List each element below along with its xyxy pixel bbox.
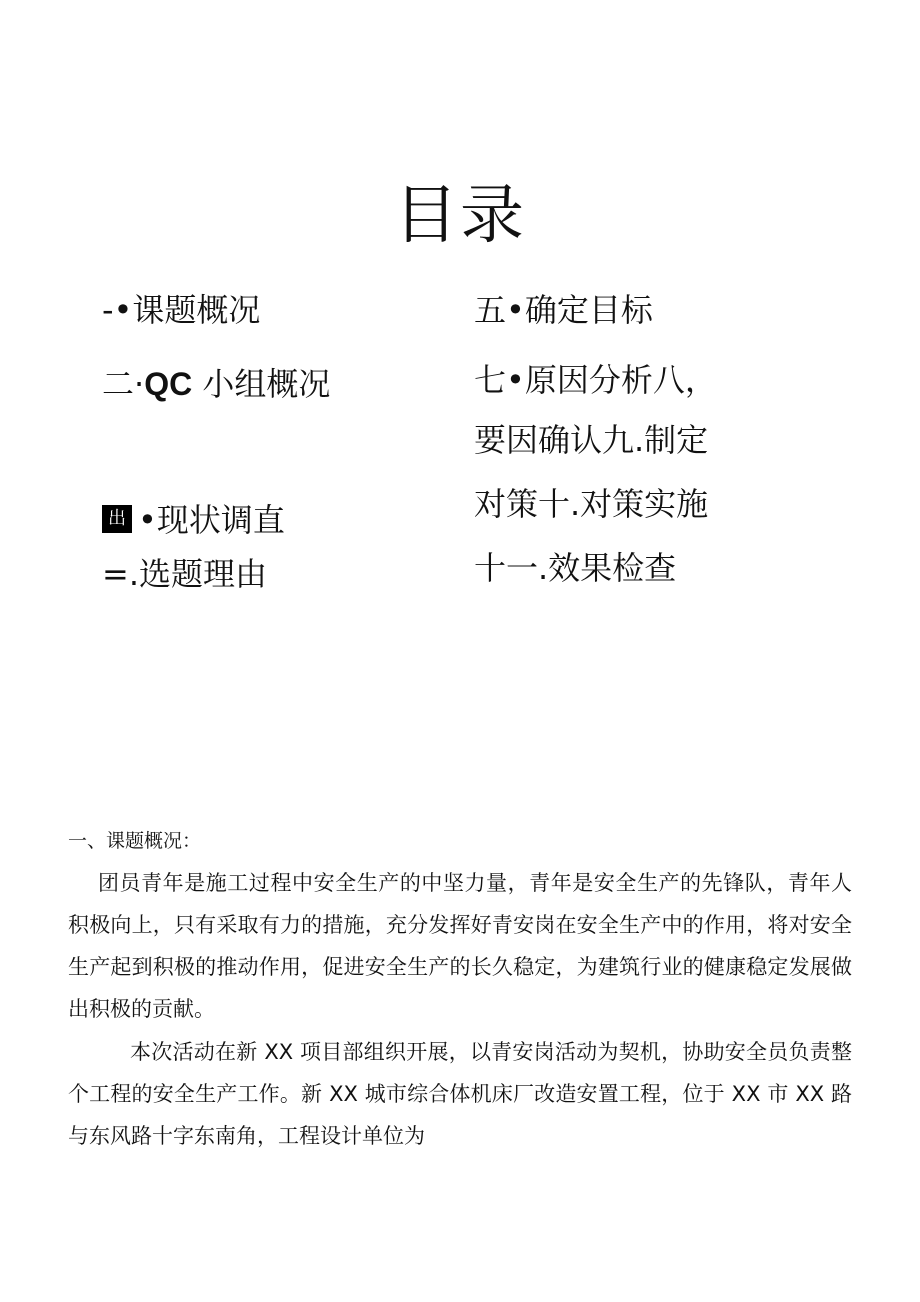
toc-item-status-label: •现状调直	[138, 501, 285, 539]
toc-item-qc-group	[102, 360, 330, 408]
toc-item-cause-analysis: 七•原因分析八，	[474, 361, 717, 399]
body-paragraph: 本次活动在新 XX 项目部组织开展，以青安岗活动为契机，协助安全员负责整个工程的安全生产工作。新 XX 城市综合体机床厂改造安置工程，位于 XX 市 XX 路与东风路十字东南角，工程设计单位为	[68, 1040, 852, 1148]
toc-item-effect-check: 十一.效果检查	[474, 549, 677, 587]
toc-item-countermeasures: 对策十.对策实施	[474, 485, 709, 523]
toc-item-topic-overview: -•课题概况	[102, 291, 261, 329]
toc-item-status-survey	[102, 496, 285, 544]
toc-title: 目录	[394, 179, 526, 253]
body-paragraph: 团员青年是施工过程中安全生产的中坚力量，青年是安全生产的先锋队，青年人积极向上，只有采取有力的措施，充分发挥好青安岗在安全生产中的作用，将对安全生产起到积极的推动作用，促进安全生产的长久稳定，为建筑行业的健康稳定发展做出积极的贡献。	[68, 871, 852, 1021]
toc-item-qc-prefix: 二·	[102, 365, 145, 403]
boxed-glyph-icon: 出	[102, 505, 132, 533]
section-heading: 一、课题概况：	[68, 830, 202, 852]
toc-item-topic-reason: =.选题理由	[102, 555, 267, 593]
toc-item-set-target: 五•确定目标	[474, 291, 653, 329]
toc-item-qc-abbrev: QC	[144, 366, 193, 402]
toc-item-qc-label: 小组概况	[192, 365, 331, 403]
toc-item-key-cause: 要因确认九.制定	[474, 421, 709, 459]
